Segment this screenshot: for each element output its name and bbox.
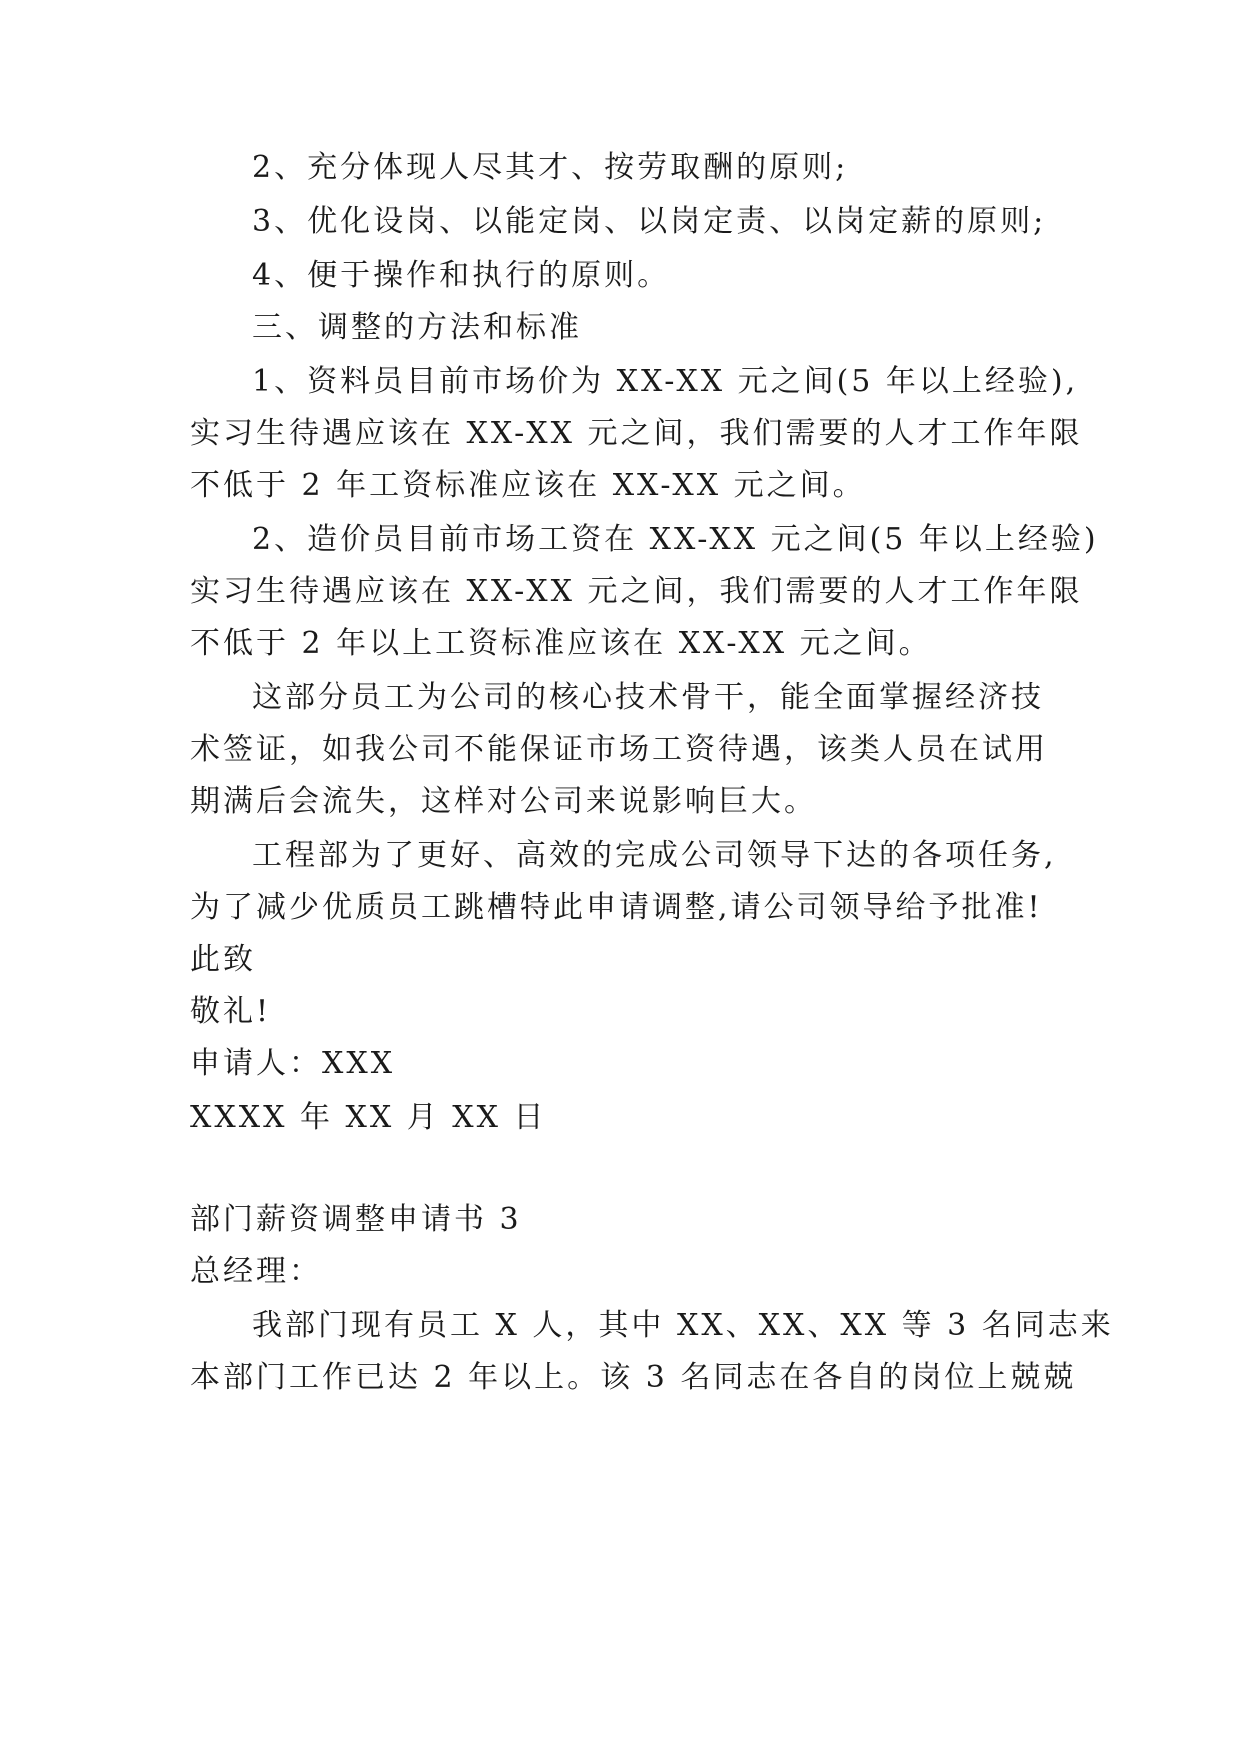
paragraph-core-staff-line-3: 期满后会流失，这样对公司来说影响巨大。	[190, 784, 817, 819]
standard-2-line-2: 实习生待遇应该在 XX-XX 元之间，我们需要的人才工作年限	[190, 574, 1083, 609]
closing-regards: 敬礼!	[190, 994, 272, 1029]
closing-salutation: 此致	[190, 942, 256, 977]
document-title-3: 部门薪资调整申请书 3	[190, 1202, 522, 1237]
body-paragraph-line-1: 我部门现有员工 X 人，其中 XX、XX、XX 等 3 名同志来	[252, 1308, 1114, 1343]
standard-2-line-3: 不低于 2 年以上工资标准应该在 XX-XX 元之间。	[190, 626, 932, 661]
paragraph-request-line-1: 工程部为了更好、高效的完成公司领导下达的各项任务,	[252, 838, 1057, 873]
standard-1-line-1: 1、资料员目前市场价为 XX-XX 元之间(5 年以上经验),	[252, 364, 1079, 399]
standard-2-line-1: 2、造价员目前市场工资在 XX-XX 元之间(5 年以上经验)	[252, 522, 1099, 557]
applicant: 申请人：XXX	[190, 1046, 396, 1081]
paragraph-core-staff-line-1: 这部分员工为公司的核心技术骨干，能全面掌握经济技	[252, 680, 1044, 715]
recipient: 总经理：	[190, 1254, 322, 1289]
section-heading-3: 三、调整的方法和标准	[252, 310, 582, 345]
standard-1-line-2: 实习生待遇应该在 XX-XX 元之间，我们需要的人才工作年限	[190, 416, 1083, 451]
date: XXXX 年 XX 月 XX 日	[190, 1100, 547, 1135]
principle-4: 4、便于操作和执行的原则。	[252, 258, 671, 293]
standard-1-line-3: 不低于 2 年工资标准应该在 XX-XX 元之间。	[190, 468, 866, 503]
principle-2: 2、充分体现人尽其才、按劳取酬的原则;	[252, 150, 849, 185]
paragraph-core-staff-line-2: 术签证，如我公司不能保证市场工资待遇，该类人员在试用	[190, 732, 1048, 767]
body-paragraph-line-2: 本部门工作已达 2 年以上。该 3 名同志在各自的岗位上兢兢	[190, 1360, 1077, 1395]
paragraph-request-line-2: 为了减少优质员工跳槽特此申请调整,请公司领导给予批准!	[190, 890, 1043, 925]
principle-3: 3、优化设岗、以能定岗、以岗定责、以岗定薪的原则;	[252, 204, 1047, 239]
